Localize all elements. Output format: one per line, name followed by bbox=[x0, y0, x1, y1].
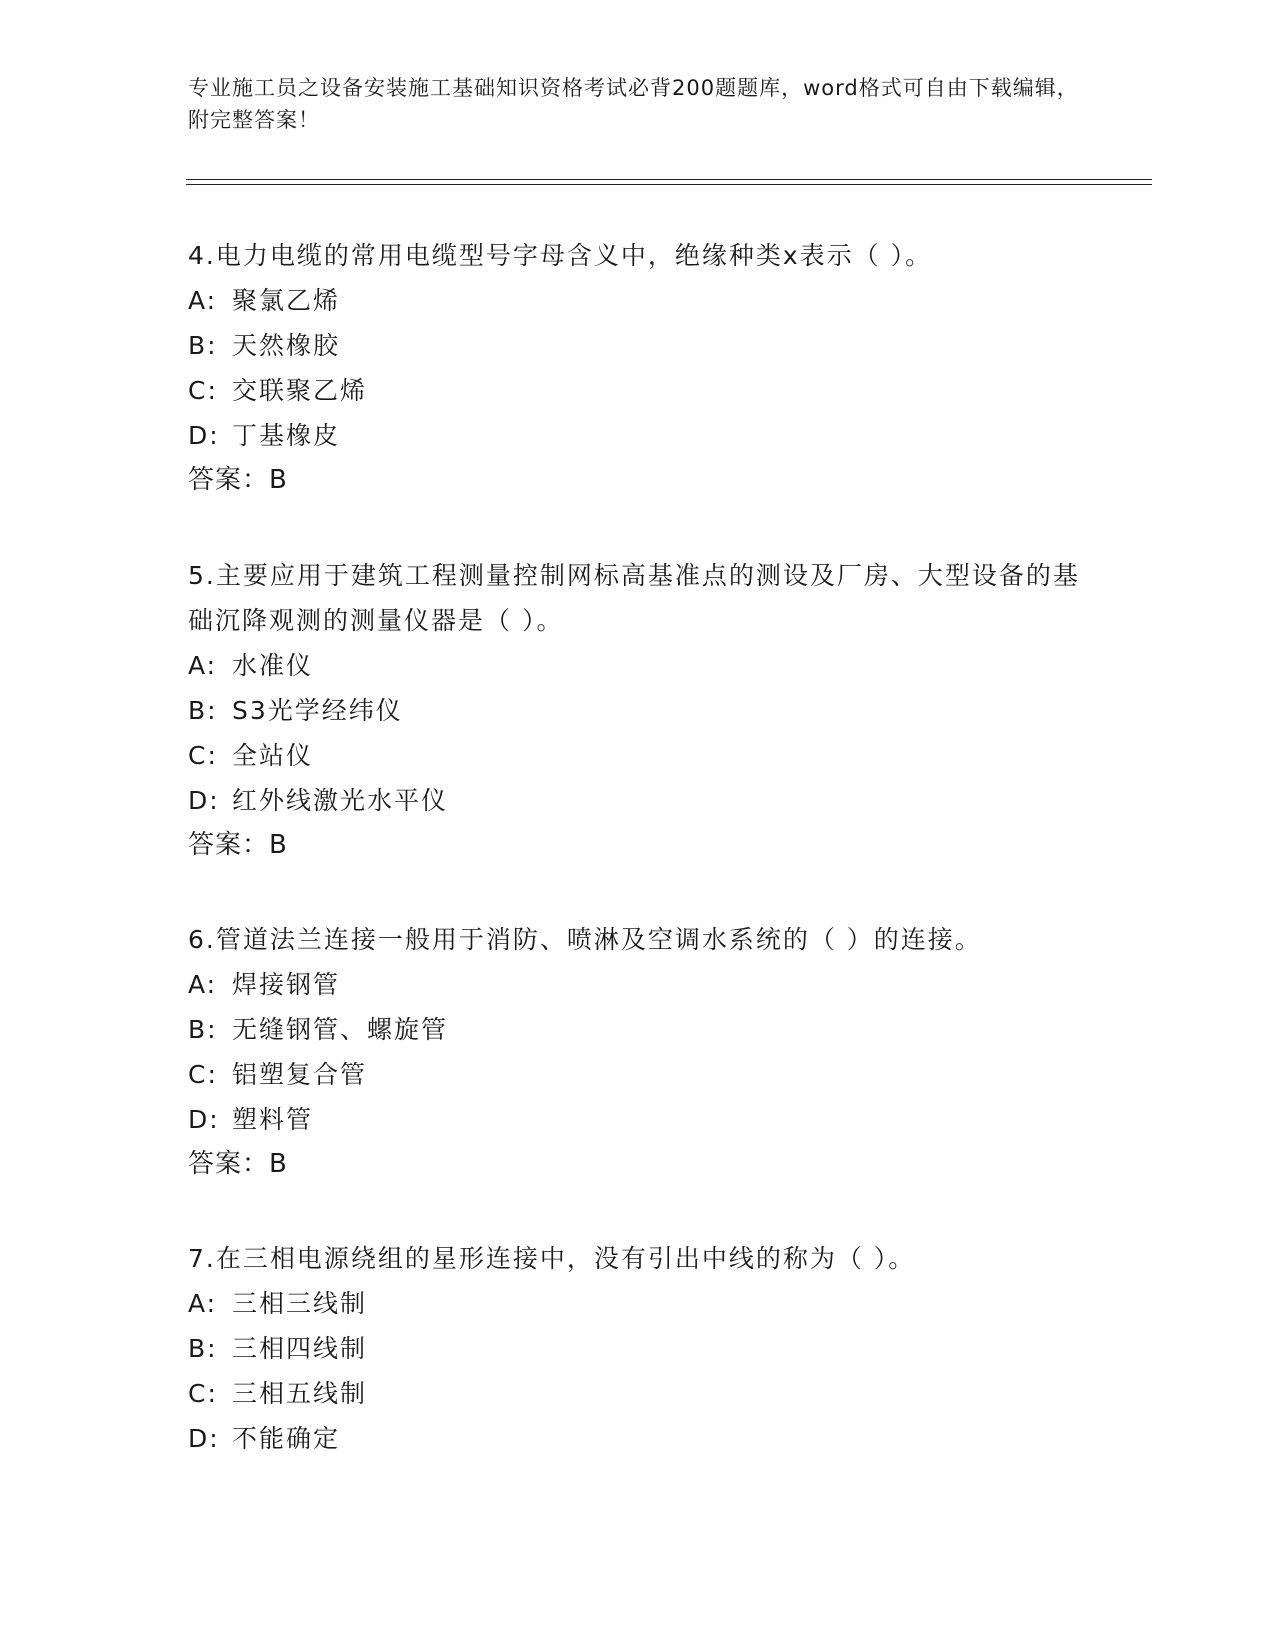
option-text: 水准仪 bbox=[232, 651, 314, 680]
option-text: 红外线激光水平仪 bbox=[232, 786, 449, 815]
answer-line: 答案：B bbox=[188, 465, 288, 495]
option-key: A: bbox=[188, 1289, 218, 1318]
option-text: 塑料管 bbox=[232, 1105, 314, 1134]
option-key: D: bbox=[188, 421, 220, 450]
header-rule-top bbox=[186, 179, 1152, 180]
option-key: C: bbox=[188, 1379, 218, 1408]
option-key: D: bbox=[188, 786, 220, 815]
option-text: S3光学经纬仪 bbox=[232, 696, 403, 725]
option-text: 三相五线制 bbox=[232, 1379, 368, 1408]
option-d bbox=[188, 778, 1088, 823]
option-text: 丁基橡皮 bbox=[232, 421, 341, 450]
header-rule-bottom bbox=[186, 184, 1152, 185]
option-text: 焊接钢管 bbox=[232, 970, 341, 999]
option-key: B: bbox=[188, 1334, 218, 1363]
option-text: 三相三线制 bbox=[232, 1289, 368, 1318]
option-key: A: bbox=[188, 286, 218, 315]
option-key: C: bbox=[188, 1060, 218, 1089]
question-stem: 7.在三相电源绕组的星形连接中，没有引出中线的称为（ ）。 bbox=[188, 1244, 916, 1273]
option-a bbox=[188, 278, 1088, 323]
option-key: D: bbox=[188, 1424, 220, 1453]
question-stem: 6.管道法兰连接一般用于消防、喷淋及空调水系统的（ ）的连接。 bbox=[188, 925, 982, 954]
option-c bbox=[188, 1371, 1088, 1416]
option-a bbox=[188, 643, 1088, 688]
option-text: 交联聚乙烯 bbox=[232, 376, 368, 405]
option-text: 铝塑复合管 bbox=[232, 1060, 368, 1089]
answer-line: 答案：B bbox=[188, 1149, 288, 1179]
option-text: 全站仪 bbox=[232, 741, 314, 770]
option-b bbox=[188, 1007, 1088, 1052]
answer-line: 答案：B bbox=[188, 830, 288, 860]
option-text: 无缝钢管、螺旋管 bbox=[232, 1015, 449, 1044]
option-b bbox=[188, 688, 1088, 733]
option-a bbox=[188, 1281, 1088, 1326]
option-b bbox=[188, 323, 1088, 368]
option-c bbox=[188, 733, 1088, 778]
option-d bbox=[188, 413, 1088, 458]
option-c bbox=[188, 1052, 1088, 1097]
question-stem: 5.主要应用于建筑工程测量控制网标高基准点的测设及厂房、大型设备的基础沉降观测的测量仪器是（ ）。 bbox=[188, 561, 1080, 635]
option-key: C: bbox=[188, 376, 218, 405]
option-key: D: bbox=[188, 1105, 220, 1134]
question-5 bbox=[188, 553, 1088, 868]
option-key: B: bbox=[188, 696, 218, 725]
option-key: C: bbox=[188, 741, 218, 770]
option-a bbox=[188, 962, 1088, 1007]
option-b bbox=[188, 1326, 1088, 1371]
option-key: B: bbox=[188, 331, 218, 360]
option-key: B: bbox=[188, 1015, 218, 1044]
question-stem: 4.电力电缆的常用电缆型号字母含义中，绝缘种类x表示（ ）。 bbox=[188, 241, 933, 270]
question-7 bbox=[188, 1236, 1088, 1461]
question-4 bbox=[188, 233, 1088, 503]
option-d bbox=[188, 1416, 1088, 1461]
option-key: A: bbox=[188, 651, 218, 680]
option-d bbox=[188, 1097, 1088, 1142]
option-text: 聚氯乙烯 bbox=[232, 286, 341, 315]
option-text: 不能确定 bbox=[232, 1424, 341, 1453]
option-text: 天然橡胶 bbox=[232, 331, 341, 360]
option-key: A: bbox=[188, 970, 218, 999]
option-text: 三相四线制 bbox=[232, 1334, 368, 1363]
option-c bbox=[188, 368, 1088, 413]
question-6 bbox=[188, 917, 1088, 1187]
document-header: 专业施工员之设备安装施工基础知识资格考试必背200题题库，word格式可自由下载编辑，附完整答案！ bbox=[188, 76, 1079, 132]
